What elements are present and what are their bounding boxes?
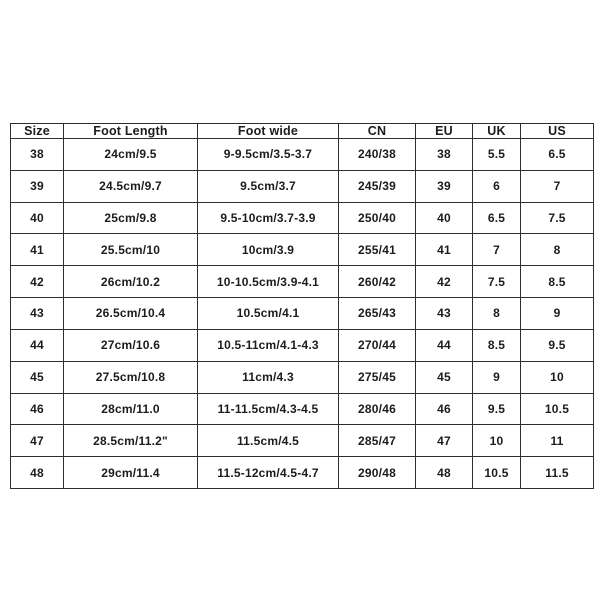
table-cell: 9: [521, 298, 594, 330]
table-cell: 285/47: [339, 425, 416, 457]
table-row: [11, 393, 594, 425]
table-cell: 46: [416, 393, 473, 425]
table-cell: 24.5cm/9.7: [64, 170, 198, 202]
table-cell: 5.5: [473, 139, 521, 171]
table-cell: 9-9.5cm/3.5-3.7: [198, 139, 339, 171]
table-cell: 43: [416, 298, 473, 330]
table-cell: 40: [416, 202, 473, 234]
table-cell: 44: [11, 329, 64, 361]
table-cell: 11-11.5cm/4.3-4.5: [198, 393, 339, 425]
table-cell: 39: [11, 170, 64, 202]
table-cell: 45: [416, 361, 473, 393]
table-cell: 43: [11, 298, 64, 330]
table-cell: 8: [473, 298, 521, 330]
table-row: [11, 329, 594, 361]
table-cell: 29cm/11.4: [64, 457, 198, 489]
column-header: Size: [11, 124, 64, 139]
column-header: CN: [339, 124, 416, 139]
table-row: [11, 202, 594, 234]
table-cell: 26.5cm/10.4: [64, 298, 198, 330]
table-cell: 11.5cm/4.5: [198, 425, 339, 457]
table-cell: 26cm/10.2: [64, 266, 198, 298]
table-cell: 44: [416, 329, 473, 361]
table-cell: 7.5: [473, 266, 521, 298]
table-cell: 27cm/10.6: [64, 329, 198, 361]
table-cell: 240/38: [339, 139, 416, 171]
table-cell: 47: [416, 425, 473, 457]
table-cell: 11: [521, 425, 594, 457]
table-cell: 38: [11, 139, 64, 171]
table-cell: 25cm/9.8: [64, 202, 198, 234]
table-cell: 9.5: [473, 393, 521, 425]
column-header: Foot Length: [64, 124, 198, 139]
table-cell: 41: [11, 234, 64, 266]
table-cell: 10-10.5cm/3.9-4.1: [198, 266, 339, 298]
table-row: [11, 298, 594, 330]
size-chart: [10, 123, 593, 489]
table-row: [11, 170, 594, 202]
table-cell: 8: [521, 234, 594, 266]
table-cell: 39: [416, 170, 473, 202]
table-cell: 11cm/4.3: [198, 361, 339, 393]
table-cell: 48: [11, 457, 64, 489]
table-cell: 10.5: [521, 393, 594, 425]
table-cell: 10.5: [473, 457, 521, 489]
table-cell: 275/45: [339, 361, 416, 393]
table-cell: 38: [416, 139, 473, 171]
table-cell: 9.5: [521, 329, 594, 361]
table-cell: 24cm/9.5: [64, 139, 198, 171]
table-cell: 6.5: [473, 202, 521, 234]
table-cell: 41: [416, 234, 473, 266]
column-header: Foot wide: [198, 124, 339, 139]
table-cell: 25.5cm/10: [64, 234, 198, 266]
table-cell: 9.5-10cm/3.7-3.9: [198, 202, 339, 234]
table-cell: 270/44: [339, 329, 416, 361]
table-cell: 10: [521, 361, 594, 393]
table-cell: 11.5-12cm/4.5-4.7: [198, 457, 339, 489]
table-cell: 7.5: [521, 202, 594, 234]
table-row: [11, 234, 594, 266]
table-cell: 265/43: [339, 298, 416, 330]
table-cell: 42: [416, 266, 473, 298]
table-cell: 8.5: [473, 329, 521, 361]
table-cell: 28.5cm/11.2": [64, 425, 198, 457]
size-chart-table: [10, 123, 594, 489]
table-row: [11, 361, 594, 393]
table-cell: 10.5cm/4.1: [198, 298, 339, 330]
table-row: [11, 457, 594, 489]
table-cell: 48: [416, 457, 473, 489]
column-header: EU: [416, 124, 473, 139]
table-cell: 260/42: [339, 266, 416, 298]
table-cell: 45: [11, 361, 64, 393]
table-row: [11, 139, 594, 171]
table-cell: 10.5-11cm/4.1-4.3: [198, 329, 339, 361]
table-cell: 10: [473, 425, 521, 457]
table-cell: 7: [473, 234, 521, 266]
table-cell: 245/39: [339, 170, 416, 202]
table-body: [11, 139, 594, 489]
table-cell: 28cm/11.0: [64, 393, 198, 425]
table-cell: 6: [473, 170, 521, 202]
table-cell: 46: [11, 393, 64, 425]
table-cell: 255/41: [339, 234, 416, 266]
table-cell: 250/40: [339, 202, 416, 234]
table-cell: 280/46: [339, 393, 416, 425]
table-cell: 47: [11, 425, 64, 457]
table-cell: 6.5: [521, 139, 594, 171]
table-cell: 42: [11, 266, 64, 298]
column-header: US: [521, 124, 594, 139]
table-row: [11, 425, 594, 457]
table-cell: 9.5cm/3.7: [198, 170, 339, 202]
header-row: [11, 124, 594, 139]
table-cell: 40: [11, 202, 64, 234]
table-cell: 7: [521, 170, 594, 202]
table-cell: 10cm/3.9: [198, 234, 339, 266]
table-cell: 11.5: [521, 457, 594, 489]
table-cell: 27.5cm/10.8: [64, 361, 198, 393]
table-cell: 9: [473, 361, 521, 393]
table-cell: 8.5: [521, 266, 594, 298]
column-header: UK: [473, 124, 521, 139]
table-cell: 290/48: [339, 457, 416, 489]
table-row: [11, 266, 594, 298]
